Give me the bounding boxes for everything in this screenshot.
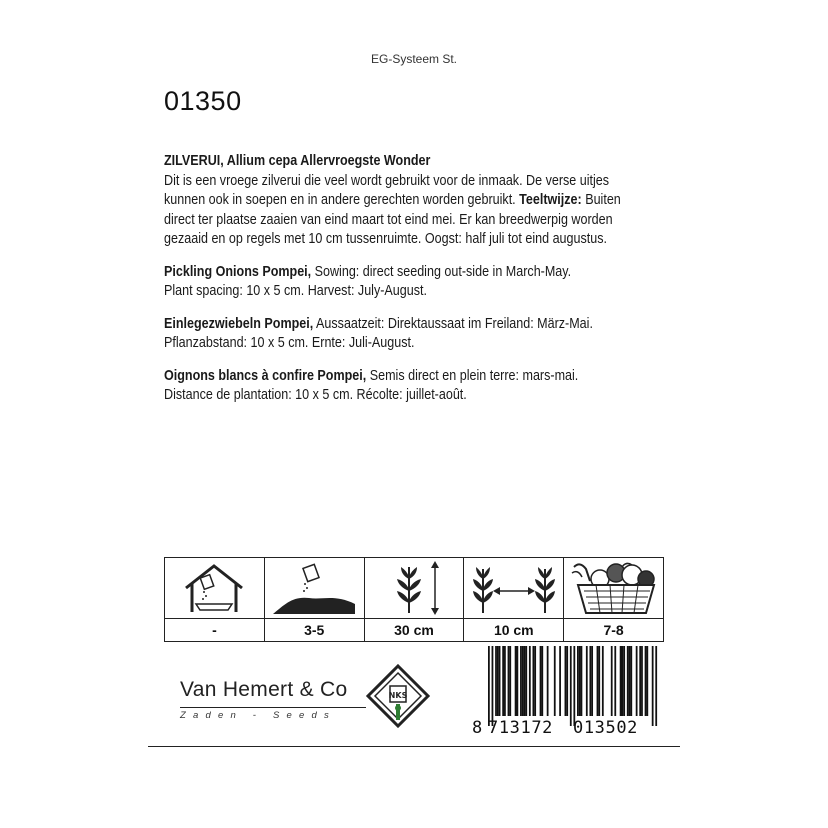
barcode-bar [623, 646, 625, 716]
company-tagline: Zaden - Seeds [180, 710, 336, 721]
barcode-bar [515, 646, 517, 716]
sowing-value: 3-5 [304, 622, 325, 638]
barcode-bar [509, 646, 511, 716]
barcode-bar [589, 646, 591, 716]
barcode-bar [524, 646, 526, 716]
greenhouse-value: - [212, 622, 217, 638]
spacing-value: 10 cm [493, 622, 534, 638]
plant-spacing-icon [469, 559, 559, 617]
barcode-bar [602, 646, 604, 716]
french-title: Oignons blancs à confire Pompei, [164, 367, 367, 384]
barcode-bar [646, 646, 648, 716]
barcode-bar [534, 646, 536, 716]
icon-cell-height [365, 558, 465, 641]
barcode-bar [540, 646, 542, 716]
bottom-rule [148, 746, 680, 747]
barcode-bar [577, 646, 579, 716]
product-code: 01350 [164, 86, 242, 116]
company-logo [180, 678, 366, 721]
barcode-bar [529, 646, 531, 716]
german-description: Einlegezwiebeln Pompei, Aussaatzeit: Direktaussaat im Freiland: März-Mai. Pflanzabstand: 10 x 5 cm. Ernte: Juli-August. [164, 315, 593, 351]
barcode-bar [522, 646, 524, 716]
barcode-bar [597, 646, 599, 716]
ean-barcode [472, 646, 662, 744]
sowing-label: Teeltwijze: [519, 192, 582, 208]
barcode-bar [655, 646, 657, 726]
barcode-bar [504, 646, 506, 716]
company-name: Van Hemert & Co [180, 678, 348, 701]
icon-cell-spacing [464, 558, 564, 641]
icon-cell-greenhouse [165, 558, 265, 641]
icon-cell-harvest [564, 558, 663, 641]
barcode-group-1: 713172 [488, 718, 554, 738]
logo-underline [180, 707, 366, 708]
system-label: EG-Systeem St. [370, 52, 458, 66]
dutch-description: ZILVERUI, Allium cepa Allervroegste Wonder Dit is een vroege zilverui die veel wordt gebruikt voor de inmaak. De verse uitjes kunnen ook in soepen en in andere gerechten worden gebruikt. Teeltwijze: Buiten direct ter plaatse zaaien van eind maart tot eind mei. Er kan breedwerpig worden gezaaid en op regels met 10 cm tussenruimte. Oogst: half juli tot eind augustus. [164, 153, 621, 247]
barcode-group-2: 013502 [573, 718, 639, 738]
barcode-bar [533, 646, 535, 716]
barcode-bar [573, 646, 575, 726]
barcode-bar [541, 646, 543, 716]
english-description: Pickling Onions Pompei, Sowing: direct seeding out-side in March-May. Plant spacing: 10 x 5 cm. Harvest: July-August. [164, 263, 572, 299]
plant-height-icon [379, 559, 449, 617]
barcode-bar [516, 646, 518, 716]
barcode-bar [502, 646, 504, 716]
barcode-bar [581, 646, 583, 716]
barcode-bar [627, 646, 629, 716]
svg-text:NKS: NKS [388, 691, 408, 700]
barcode-bar [559, 646, 561, 716]
barcode-bar [641, 646, 643, 716]
english-title: Pickling Onions Pompei, [164, 263, 312, 280]
barcode-bar [579, 646, 581, 716]
barcode-bar [636, 646, 638, 716]
barcode-bar [488, 646, 490, 726]
barcode-bar [525, 646, 527, 716]
cultivation-icons-table [164, 557, 664, 642]
barcode-bar [495, 646, 497, 716]
barcode-bar [520, 646, 522, 716]
barcode-bars [472, 646, 662, 726]
barcode-bar [554, 646, 556, 716]
barcode-bar [499, 646, 501, 716]
barcode-bar [497, 646, 499, 716]
german-title: Einlegezwiebeln Pompei, [164, 315, 314, 332]
outdoor-sowing-icon [269, 560, 359, 616]
harvest-basket-icon [566, 559, 662, 617]
barcode-bar [591, 646, 593, 716]
barcode-bar [629, 646, 631, 716]
barcode-bar [645, 646, 647, 716]
description-block [164, 152, 621, 419]
barcode-bar [614, 646, 616, 716]
barcode-bar [639, 646, 641, 716]
barcode-bar [652, 646, 654, 726]
greenhouse-sowing-icon [174, 560, 254, 616]
barcode-bar [620, 646, 622, 716]
barcode-bar [622, 646, 624, 716]
barcode-bar [492, 646, 494, 726]
barcode-bar [508, 646, 510, 716]
barcode-bar [547, 646, 549, 716]
barcode-lead-digit: 8 [472, 718, 483, 738]
nks-seal-icon [366, 664, 430, 728]
height-value: 30 cm [394, 622, 434, 638]
harvest-value: 7-8 [603, 622, 624, 638]
barcode-bar [565, 646, 567, 716]
barcode-bar [566, 646, 568, 716]
barcode-bar [598, 646, 600, 716]
icon-cell-sowing [265, 558, 365, 641]
barcode-bar [570, 646, 572, 726]
barcode-bar [586, 646, 588, 716]
barcode-bar [611, 646, 613, 716]
french-description: Oignons blancs à confire Pompei, Semis direct en plein terre: mars-mai. Distance de plantation: 10 x 5 cm. Récolte: juillet-août. [164, 367, 579, 403]
barcode-bar [630, 646, 632, 716]
dutch-title: ZILVERUI, Allium cepa Allervroegste Wonder [164, 153, 431, 169]
